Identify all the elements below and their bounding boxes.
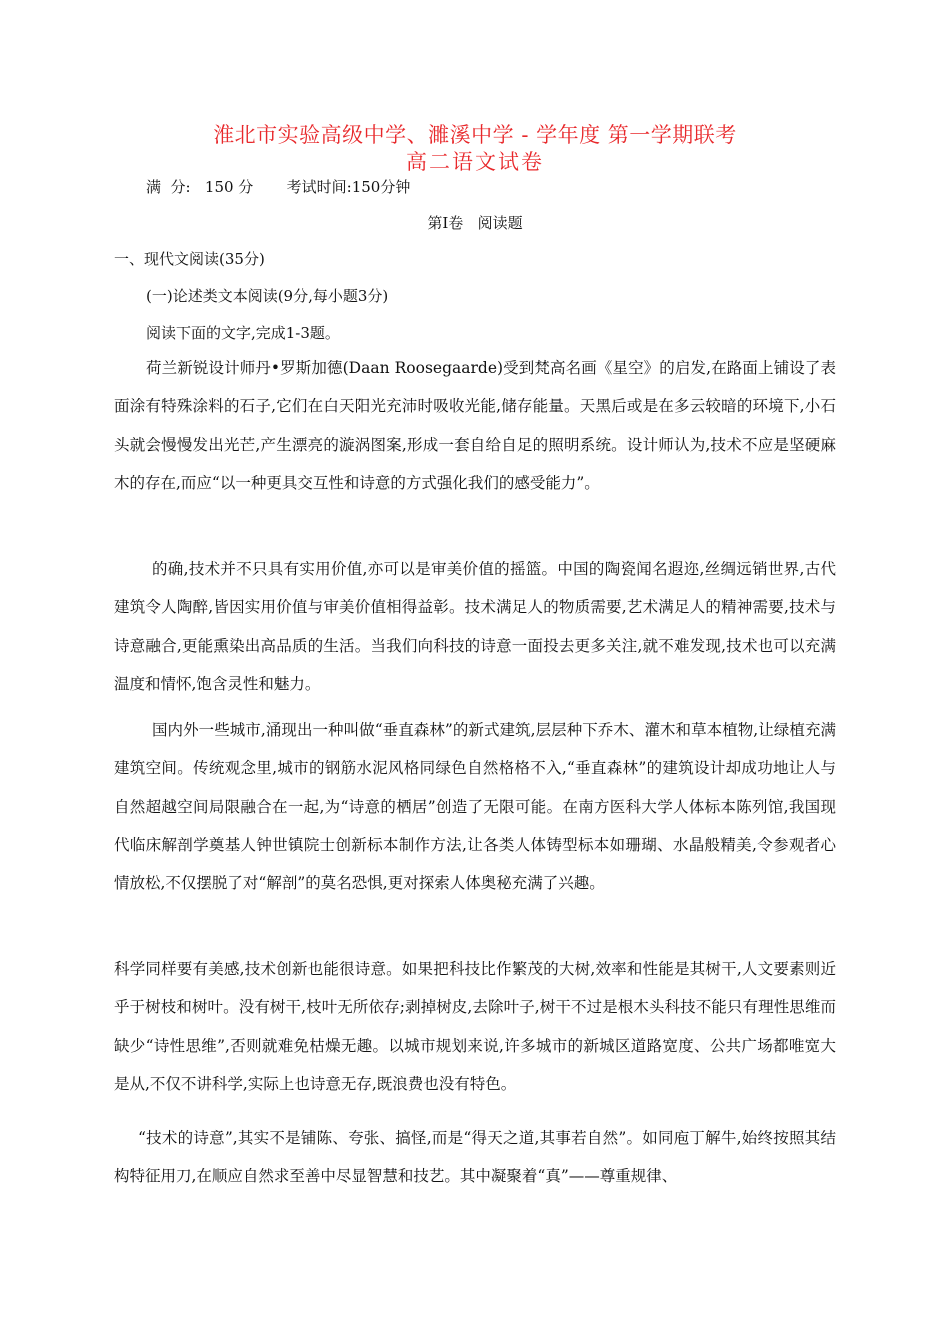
part-title: 第Ⅰ卷 阅读题 xyxy=(427,214,523,232)
exam-title: 淮北市实验高级中学、濉溪中学 - 学年度 第一学期联考 xyxy=(213,123,737,147)
section-heading: 一、现代文阅读(35分) xyxy=(114,250,265,268)
paragraph-2 xyxy=(114,550,836,703)
paragraph-text: 国内外一些城市,涌现出一种叫做“垂直森林”的新式建筑,层层种下乔木、灌木和草本植物,让绿植充满建筑空间。传统观念里,城市的钢筋水泥风格同绿色自然格格不入,“垂直森林”的建筑设计却成功地让人与自然超越空间局限融合在一起,为“诗意的栖居”创造了无限可能。在南方医科大学人体标本陈列馆,我国现代临床解剖学奠基人钟世镇院士创新标本制作方法,让各类人体铸型标本如珊瑚、水晶般精美,令参观者心情放松,不仅摆脱了对“解剖”的莫名恐惧,更对探索人体奥秘充满了兴趣。 xyxy=(114,721,836,893)
paragraph-text: 科学同样要有美感,技术创新也能很诗意。如果把科技比作繁茂的大树,效率和性能是其树干,人文要素则近乎于树枝和树叶。没有树干,枝叶无所依存;剥掉树皮,去除叶子,树干不过是根木头科技不能只有理性思维而缺少“诗性思维”,否则就难免枯燥无趣。以城市规划来说,许多城市的新城区道路宽度、公共广场都唯宽大是从,不仅不讲科学,实际上也诗意无存,既浪费也没有特色。 xyxy=(114,960,836,1093)
exam-info: 满 分: 150 分 考试时间:150分钟 xyxy=(146,178,411,196)
paragraph-4 xyxy=(114,950,836,1103)
paragraph-5 xyxy=(114,1119,836,1196)
exam-subtitle: 高二语文试卷 xyxy=(406,150,544,174)
paragraph-text: “技术的诗意”,其实不是铺陈、夸张、搞怪,而是“得天之道,其事若自然”。如同庖丁解牛,始终按照其结构特征用刀,在顺应自然求至善中尽显智慧和技艺。其中凝聚着“真”——尊重规律、 xyxy=(114,1129,836,1186)
paragraph-text: 的确,技术并不只具有实用价值,亦可以是审美价值的摇篮。中国的陶瓷闻名遐迩,丝绸远销世界,古代建筑令人陶醉,皆因实用价值与审美价值相得益彰。技术满足人的物质需要,艺术满足人的精神需要,技术与诗意融合,更能熏染出高品质的生活。当我们向科技的诗意一面投去更多关注,就不难发现,技术也可以充满温度和情怀,饱含灵性和魅力。 xyxy=(114,560,836,693)
reading-instruction: 阅读下面的文字,完成1-3题。 xyxy=(146,324,340,342)
paragraph-3 xyxy=(114,711,836,902)
section-subheading: (一)论述类文本阅读(9分,每小题3分) xyxy=(146,287,389,305)
paragraph-text: 荷兰新锐设计师丹•罗斯加德(Daan Roosegaarde)受到梵高名画《星空》的启发,在路面上铺设了表面涂有特殊涂料的石子,它们在白天阳光充沛时吸收光能,储存能量。天黑后或是在多云较暗的环境下,小石头就会慢慢发出光芒,产生漂亮的漩涡图案,形成一套自给自足的照明系统。设计师认为,技术不应是坚硬麻木的存在,而应“以一种更具交互性和诗意的方式强化我们的感受能力”。 xyxy=(114,359,836,492)
paragraph-1 xyxy=(114,349,836,502)
